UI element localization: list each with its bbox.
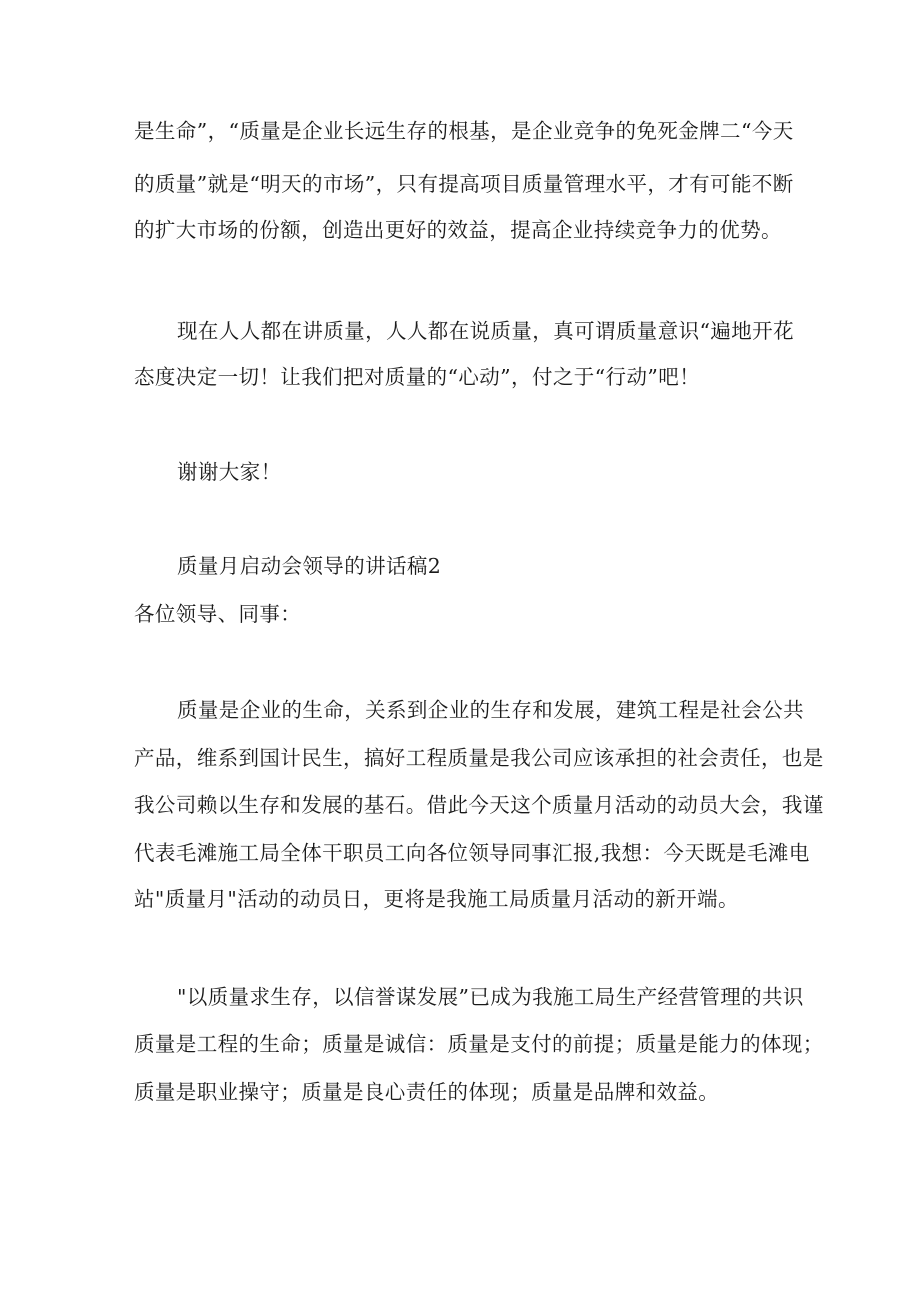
paragraph-line: 质量是职业操守；质量是良心责任的体现；质量是品牌和效益。 (134, 1080, 720, 1104)
paragraph-line: 质量是工程的生命；质量是诚信：质量是支付的前提；质量是能力的体现； (134, 1032, 824, 1056)
paragraph-line: 现在人人都在讲质量，人人都在说质量，真可谓质量意识“遍地开花 (177, 319, 794, 343)
paragraph-line: 态度决定一切！让我们把对质量的“心动”，付之于“行动”吧！ (134, 365, 701, 389)
paragraph-line: 的扩大市场的份额，创造出更好的效益，提高企业持续竞争力的优势。 (134, 218, 782, 242)
paragraph-line: 产品，维系到国计民生，搞好工程质量是我公司应该承担的社会责任，也是 (134, 746, 824, 770)
section-title: 质量月启动会领导的讲话稿2 (177, 554, 442, 578)
salutation: 各位领导、同事： (134, 602, 302, 626)
paragraph-line: 代表毛滩施工局全体干职员工向各位领导同事汇报,我想：今天既是毛滩电 (134, 841, 810, 865)
paragraph-line: 的质量”就是“明天的市场”，只有提高项目质量管理水平，才有可能不断 (134, 172, 794, 196)
paragraph-line: 站"质量月"活动的动员日，更将是我施工局质量月活动的新开端。 (134, 887, 739, 911)
paragraph-line: 质量是企业的生命，关系到企业的生存和发展，建筑工程是社会公共 (177, 698, 804, 722)
paragraph-line: 我公司赖以生存和发展的基石。借此今天这个质量月活动的动员大会，我谨 (134, 793, 824, 817)
paragraph-line: 是生命”，“质量是企业长远生存的根基，是企业竞争的免死金牌二“今天 (134, 119, 794, 143)
closing-line: 谢谢大家！ (177, 460, 282, 484)
paragraph-line: "以质量求生存，以信誉谋发展”已成为我施工局生产经营管理的共识 (177, 985, 804, 1009)
